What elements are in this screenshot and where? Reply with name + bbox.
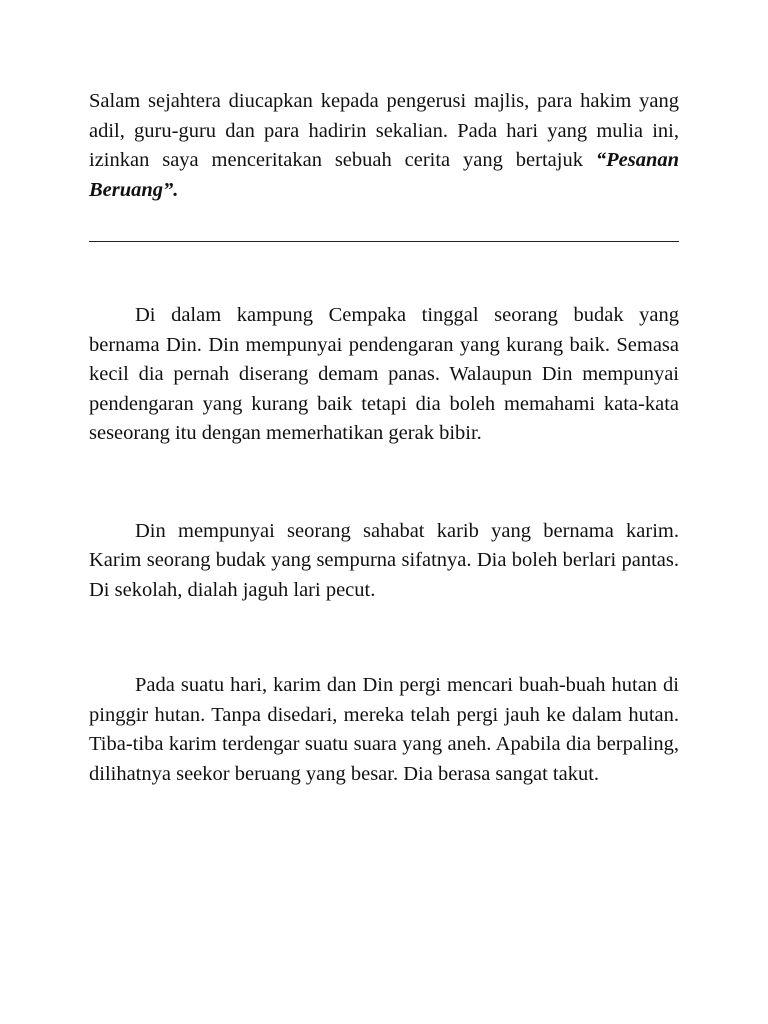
intro-text: Salam sejahtera diucapkan kepada pengerusi majlis, para hakim yang adil, guru-guru dan para hadirin sekalian. Pada hari yang mulia ini, izinkan saya menceritakan sebuah cerita yang bertajuk — [89, 90, 679, 171]
section-divider — [89, 241, 679, 242]
story-paragraph-3: Pada suatu hari, karim dan Din pergi mencari buah-buah hutan di pinggir hutan. Tanpa disedari, mereka telah pergi jauh ke dalam hutan. Tiba-tiba karim terdengar suatu suara yang aneh. Apabila dia berpaling, dilihatnya seekor beruang yang besar. Dia berasa sangat takut. — [89, 674, 679, 785]
story-paragraph-2: Din mempunyai seorang sahabat karib yang bernama karim. Karim seorang budak yang sempurna sifatnya. Dia boleh berlari pantas. Di sekolah, dialah jaguh lari pecut. — [89, 519, 679, 601]
document-page — [89, 87, 679, 789]
story-title: “Pesanan Beruang”. — [89, 149, 679, 201]
story-paragraph-1: Di dalam kampung Cempaka tinggal seorang budak yang bernama Din. Din mempunyai pendengaran yang kurang baik. Semasa kecil dia pernah diserang demam panas. Walaupun Din mempunyai pendengaran yang kurang baik tetapi dia boleh memahami kata-kata seseorang itu dengan memerhatikan gerak bibir. — [89, 304, 679, 444]
intro-paragraph — [89, 87, 679, 205]
